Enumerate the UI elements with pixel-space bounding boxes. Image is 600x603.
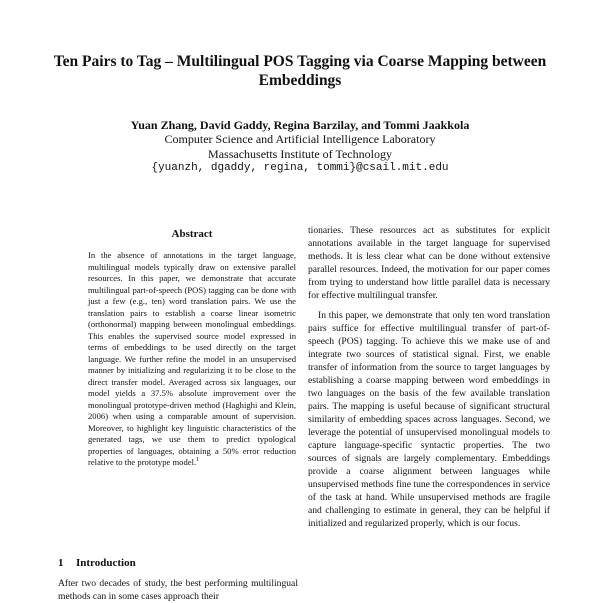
- abstract-text: In the absence of annotations in the target language, multilingual models typically draw on extensive parallel resources. In this paper, we demonstrate that accurate multilingual part-of-speech (POS) tagging can be done with just a few (e.g., ten) word translation pairs. We use the translation pairs to establish a coarse linear isometric (orthonormal) mapping between monolingual embeddings. This enables the supervised source model expressed in terms of embeddings to be used directly on the target language. We further refine the model in an unsupervised manner by initializing and regularizing it to be close to the direct transfer model. Averaged across six languages, our model yields a 37.5% absolute improvement over the monolingual prototype-driven method (Haghighi and Klein, 2006) when using a comparable amount of supervision. Moreover, to highlight key linguistic characteristics of the generated tags, we use them to predict typological properties of languages, obtaining a 50% error reduction relative to the prototype model.: [88, 250, 296, 467]
- paper-title: Ten Pairs to Tag – Multilingual POS Tagging via Coarse Mapping between Embeddings: [53, 53, 547, 89]
- affiliation-lab: Computer Science and Artificial Intelligence Laboratory: [164, 132, 436, 146]
- section-heading-introduction: [58, 557, 298, 569]
- section-number: 1: [58, 557, 64, 569]
- section-title: Introduction: [76, 557, 136, 569]
- abstract-body: [88, 250, 296, 469]
- footnote-marker: 1: [196, 457, 200, 464]
- affiliation-institution: Massachusetts Institute of Technology: [208, 146, 392, 161]
- author-emails: {yuanzh, dgaddy, regina, tommi}@csail.mit.edu: [151, 162, 449, 174]
- body-paragraph-2: In this paper, we demonstrate that only ten word translation pairs suffice for effective multilingual transfer of part-of-speech (POS) tagging. To achieve this we make use of and integrate two sources of statistical signal. First, we enable transfer of information from the source to target languages by establishing a coarse mapping between word embeddings in two languages on the basis of the few available translation pairs. The mapping is useful because of significant structural similarity of embedding spaces across languages. Second, we leverage the potential of unsupervised monolingual models to capture language-specific syntactic properties. The two sources of signals are largely complementary. Embeddings provide a coarse alignment between languages while unsupervised methods fine tune the correspondences in service of the task at hand. While unsupervised methods are fragile and challenging to estimate in general, they can be helpful if initialized and regularized properly, which is our focus.: [308, 310, 550, 529]
- introduction-paragraph: After two decades of study, the best performing multilingual methods can in some cases approach their: [58, 578, 298, 602]
- right-column: [308, 224, 550, 537]
- affiliation-block: [60, 132, 540, 176]
- author-list: Yuan Zhang, David Gaddy, Regina Barzilay, and Tommi Jaakkola: [130, 118, 470, 132]
- abstract-heading: Abstract: [171, 228, 213, 240]
- body-paragraph-1: tionaries. These resources act as substitutes for explicit annotations available in the target language for supervised methods. It is less clear what can be done without extensive parallel resources. Indeed, the motivation for our paper comes from trying to understand how little parallel data is necessary for effective multilingual transfer.: [308, 225, 550, 301]
